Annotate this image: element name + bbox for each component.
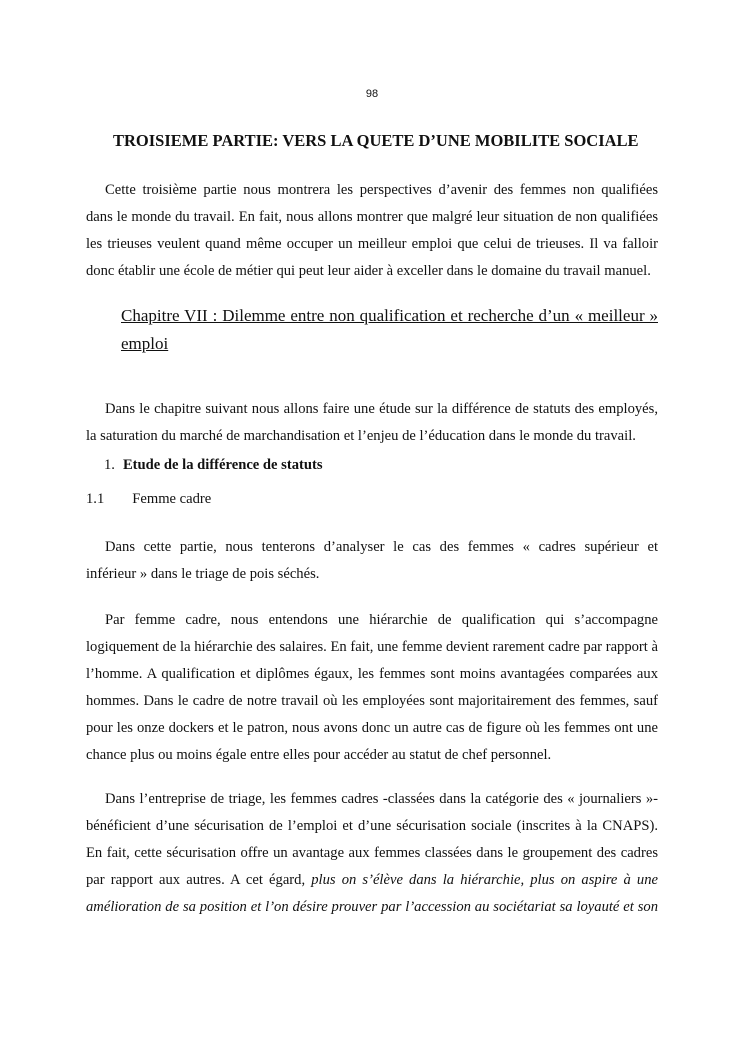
text-line: donc établir une école de métier qui peut leur aider à exceller dans le domaine du travail manuel. (86, 263, 651, 279)
section-title: Etude de la différence de statuts (122, 457, 323, 473)
text-line: En fait, cette sécurisation offre un avantage aux femmes classées dans le groupement des cadres (86, 845, 658, 861)
intro-paragraph (86, 177, 658, 285)
chapter-intro-paragraph (86, 396, 658, 450)
text-line: l’homme. A qualification et diplômes égaux, les femmes sont moins avantagées comparées aux (86, 666, 658, 682)
text-line: dans le monde du travail. En fait, nous allons montrer que malgré leur situation de non qualifiées (86, 209, 658, 225)
text-line: chance plus ou moins égale entre elles pour accéder au statut de chef personnel. (86, 747, 552, 763)
text-line: Dans le chapitre suivant nous allons faire une étude sur la différence de statuts des employés, (105, 401, 658, 417)
section-number: 1. (104, 457, 115, 473)
text-line: hommes. Dans le cadre de notre travail où les employées sont majoritairement des femmes, sauf (86, 693, 658, 709)
text-line: Cette troisième partie nous montrera les perspectives d’avenir des femmes non qualifiées (105, 182, 658, 198)
text-line: pour les onze dockers et le patron, nous avons donc un autre cas de figure où les femmes ont une (86, 720, 658, 736)
chapter-heading (121, 302, 658, 358)
text-line: bénéficient d’une sécurisation de l’emploi et d’une sécurisation sociale (inscrites à la CNAPS). (86, 818, 658, 834)
text-line: emploi (121, 334, 169, 353)
paragraph-3 (86, 786, 658, 921)
subsection-title: Femme cadre (132, 491, 212, 507)
italic-quote: amélioration de sa position et l’on désire prouver par l’accession au sociétariat sa loyauté et son (86, 899, 658, 915)
page-number: 98 (365, 88, 379, 100)
plain-text: par rapport aux autres. A cet égard, (86, 872, 312, 888)
section-heading (104, 457, 323, 474)
text-line: Par femme cadre, nous entendons une hiérarchie de qualification qui s’accompagne (105, 612, 658, 628)
text-line: Dans cette partie, nous tenterons d’analyser le cas des femmes « cadres supérieur et (105, 539, 658, 555)
italic-quote: plus on s’élève dans la hiérarchie, plus on aspire à une (311, 872, 658, 888)
text-line: la saturation du marché de marchandisation et l’enjeu de l’éducation dans le monde du travail. (86, 428, 636, 444)
text-line (86, 867, 658, 894)
paragraph-1 (86, 534, 658, 588)
subsection-number: 1.1 (86, 491, 105, 507)
subsection-heading (86, 491, 211, 508)
text-line (86, 894, 658, 921)
text-line: les trieuses veulent quand même occuper un meilleur emploi que celui de trieuses. Il va falloir (86, 236, 658, 252)
text-line: Dans l’entreprise de triage, les femmes cadres -classées dans la catégorie des « journaliers »- (105, 791, 658, 807)
part-title: TROISIEME PARTIE: VERS LA QUETE D’UNE MOBILITE SOCIALE (113, 131, 639, 150)
text-line: inférieur » dans le triage de pois séchés. (86, 566, 320, 582)
text-line: logiquement de la hiérarchie des salaires. En fait, une femme devient rarement cadre par rapport à (86, 639, 658, 655)
text-line: Chapitre VII : Dilemme entre non qualification et recherche d’un « meilleur » (121, 306, 658, 325)
paragraph-2 (86, 607, 658, 769)
